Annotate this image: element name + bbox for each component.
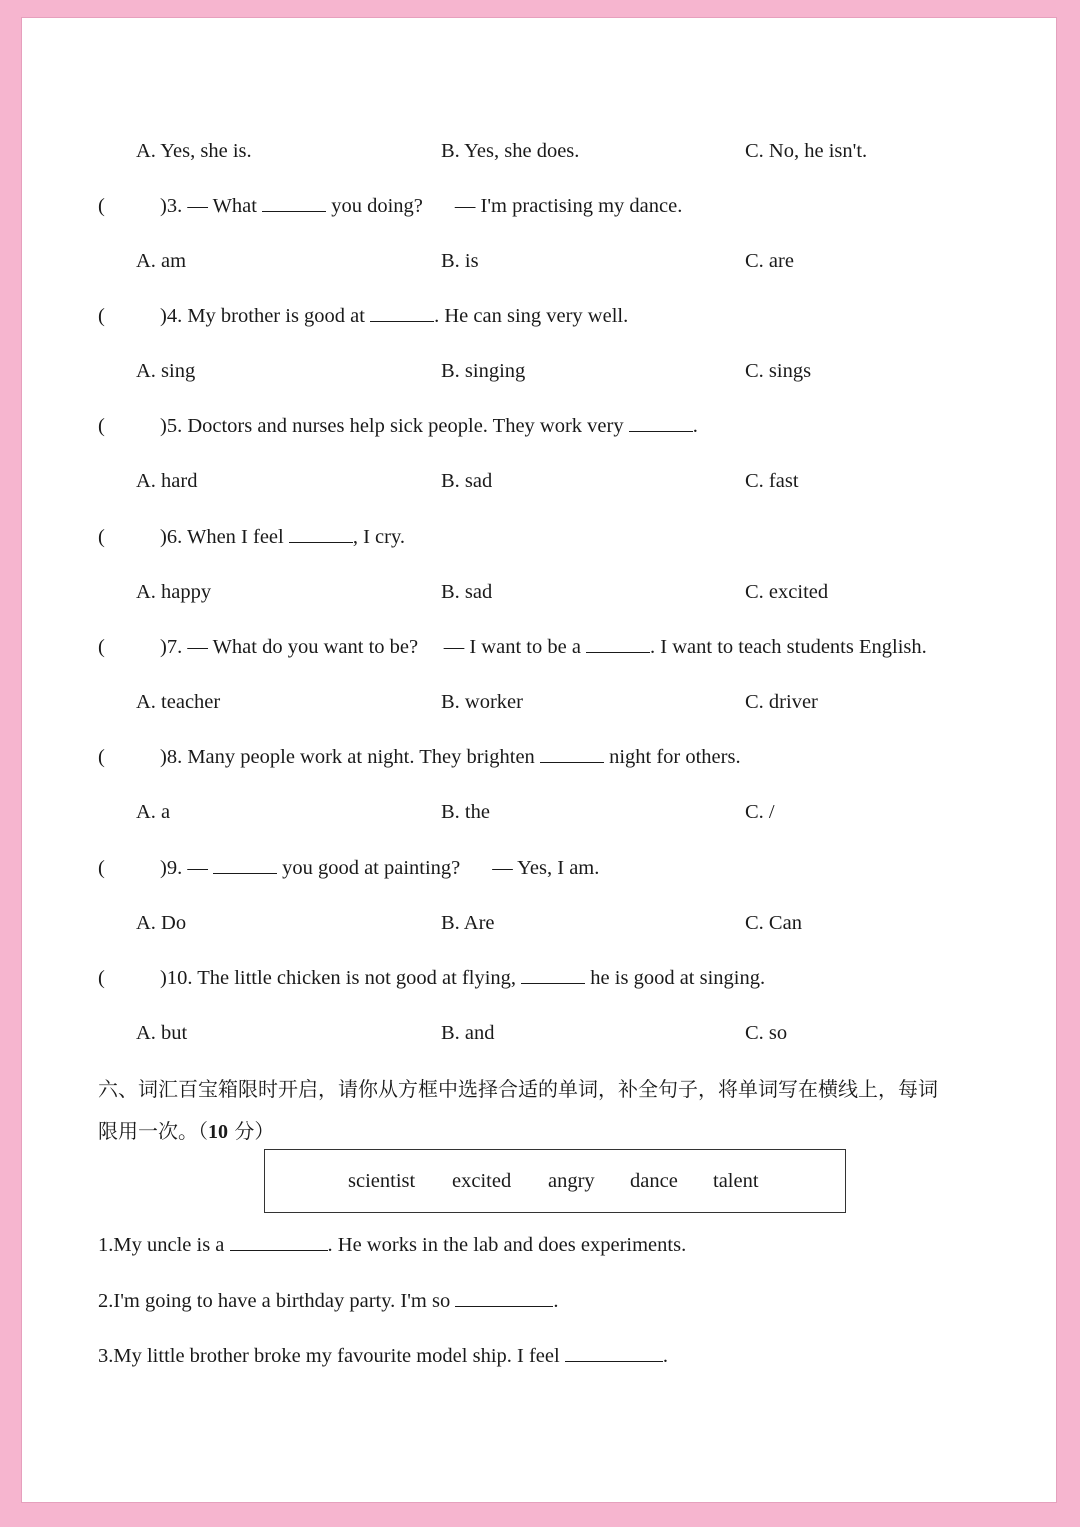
question-text: — What — [187, 195, 257, 217]
q2-option-c: C. No, he isn't. — [745, 140, 868, 162]
section-6-score: 10 — [208, 1121, 228, 1143]
question-text: — — [187, 857, 208, 879]
answer-blank[interactable] — [629, 430, 693, 432]
question-7 — [98, 636, 927, 659]
answer-paren[interactable]: ( — [98, 305, 105, 327]
answer-blank[interactable] — [213, 872, 277, 874]
q9-option-b[interactable]: B. Are — [441, 912, 495, 934]
q7-option-b[interactable]: B. worker — [441, 691, 523, 713]
fill-sentence-2 — [98, 1290, 558, 1313]
q3-option-a[interactable]: A. am — [136, 250, 187, 272]
q7-option-c[interactable]: C. driver — [745, 691, 818, 713]
q4-option-b[interactable]: B. singing — [441, 360, 526, 382]
answer-blank[interactable] — [521, 982, 585, 984]
question-text: he is good at singing. — [590, 967, 766, 989]
q7-option-a[interactable]: A. teacher — [136, 691, 221, 713]
question-text: . I want to teach students English. — [650, 636, 927, 658]
sentence-text: . — [662, 1345, 668, 1367]
q2-option-b: B. Yes, she does. — [441, 140, 580, 162]
answer-blank[interactable] — [262, 210, 326, 212]
q8-option-a[interactable]: A. a — [136, 801, 171, 823]
question-text: night for others. — [609, 746, 741, 768]
question-text: , I cry. — [352, 526, 406, 548]
q10-option-b[interactable]: B. and — [441, 1022, 495, 1044]
q4-option-c[interactable]: C. sings — [745, 360, 812, 382]
answer-paren[interactable]: ( — [98, 967, 105, 989]
answer-paren[interactable]: ( — [98, 415, 105, 437]
q6-option-a[interactable]: A. happy — [136, 581, 212, 603]
q6-option-b[interactable]: B. sad — [441, 581, 493, 603]
word-bank-item: excited — [452, 1170, 512, 1192]
answer-blank[interactable] — [289, 541, 353, 543]
fill-blank[interactable] — [230, 1249, 328, 1251]
question-4 — [98, 305, 628, 328]
q2-option-a: A. Yes, she is. — [136, 140, 252, 162]
fill-sentence-1 — [98, 1234, 686, 1257]
question-6 — [98, 526, 405, 549]
answer-blank[interactable] — [370, 320, 434, 322]
answer-paren[interactable]: ( — [98, 195, 105, 217]
question-text: . — [692, 415, 698, 437]
sentence-text: 1.My uncle is a — [98, 1234, 225, 1256]
answer-blank[interactable] — [586, 651, 650, 653]
section-6-text: 限用一次。（ — [98, 1119, 208, 1143]
q10-option-a[interactable]: A. but — [136, 1022, 188, 1044]
fill-blank[interactable] — [565, 1360, 663, 1362]
question-number: )5. — [160, 415, 183, 437]
section-6-heading: 六、词汇百宝箱限时开启，请你从方框中选择合适的单词，补全句子，将单词写在横线上，每词 — [98, 1077, 938, 1101]
answer-paren[interactable]: ( — [98, 857, 105, 879]
word-bank-item: dance — [630, 1170, 678, 1192]
question-text: When I feel — [186, 526, 284, 548]
worksheet-page — [22, 18, 1056, 1502]
question-text: . He can sing very well. — [434, 305, 629, 327]
q5-option-c[interactable]: C. fast — [745, 470, 799, 492]
q8-option-b[interactable]: B. the — [441, 801, 490, 823]
question-number: )4. — [160, 305, 183, 327]
q9-option-a[interactable]: A. Do — [136, 912, 187, 934]
answer-paren[interactable]: ( — [98, 746, 105, 768]
question-number: )10. — [160, 967, 193, 989]
sentence-text: . — [553, 1290, 559, 1312]
word-bank-item: scientist — [348, 1170, 416, 1192]
fill-sentence-3 — [98, 1345, 668, 1368]
answer-paren[interactable]: ( — [98, 526, 105, 548]
sentence-text: . He works in the lab and does experiments. — [327, 1234, 687, 1256]
question-text: — What do you want to be? — I want to be a — [187, 636, 581, 658]
question-text: Many people work at night. They brighten — [187, 746, 535, 768]
q9-option-c[interactable]: C. Can — [745, 912, 802, 934]
question-text: you doing? — [331, 195, 423, 217]
question-number: )8. — [160, 746, 183, 768]
sentence-text: 3.My little brother broke my favourite model ship. I feel — [98, 1345, 560, 1367]
section-6-text: 分） — [228, 1119, 275, 1143]
q8-option-c[interactable]: C. / — [745, 801, 775, 823]
question-text: — I'm practising my dance. — [454, 195, 683, 217]
q5-option-b[interactable]: B. sad — [441, 470, 493, 492]
q3-option-c[interactable]: C. are — [745, 250, 794, 272]
q6-option-c[interactable]: C. excited — [745, 581, 829, 603]
question-8 — [98, 746, 741, 769]
question-9 — [98, 857, 599, 880]
question-text: Doctors and nurses help sick people. They work very — [187, 415, 624, 437]
q5-option-a[interactable]: A. hard — [136, 470, 198, 492]
answer-paren[interactable]: ( — [98, 636, 105, 658]
answer-blank[interactable] — [540, 761, 604, 763]
question-10 — [98, 967, 765, 990]
question-number: )9. — [160, 857, 183, 879]
question-text: — Yes, I am. — [492, 857, 600, 879]
section-6-heading-cont — [98, 1115, 274, 1144]
question-text: My brother is good at — [187, 305, 365, 327]
question-5 — [98, 415, 698, 438]
question-number: )6. — [160, 526, 183, 548]
question-text: The little chicken is not good at flying, — [197, 967, 517, 989]
word-bank-box — [264, 1149, 846, 1213]
question-number: )3. — [160, 195, 183, 217]
fill-blank[interactable] — [455, 1305, 553, 1307]
question-3 — [98, 195, 682, 218]
sentence-text: 2.I'm going to have a birthday party. I'm so — [98, 1290, 451, 1312]
word-bank-item: angry — [548, 1170, 595, 1192]
question-number: )7. — [160, 636, 183, 658]
q10-option-c[interactable]: C. so — [745, 1022, 788, 1044]
question-text: you good at painting? — [282, 857, 461, 879]
q4-option-a[interactable]: A. sing — [136, 360, 196, 382]
word-bank-item: talent — [713, 1170, 759, 1192]
q3-option-b[interactable]: B. is — [441, 250, 479, 272]
